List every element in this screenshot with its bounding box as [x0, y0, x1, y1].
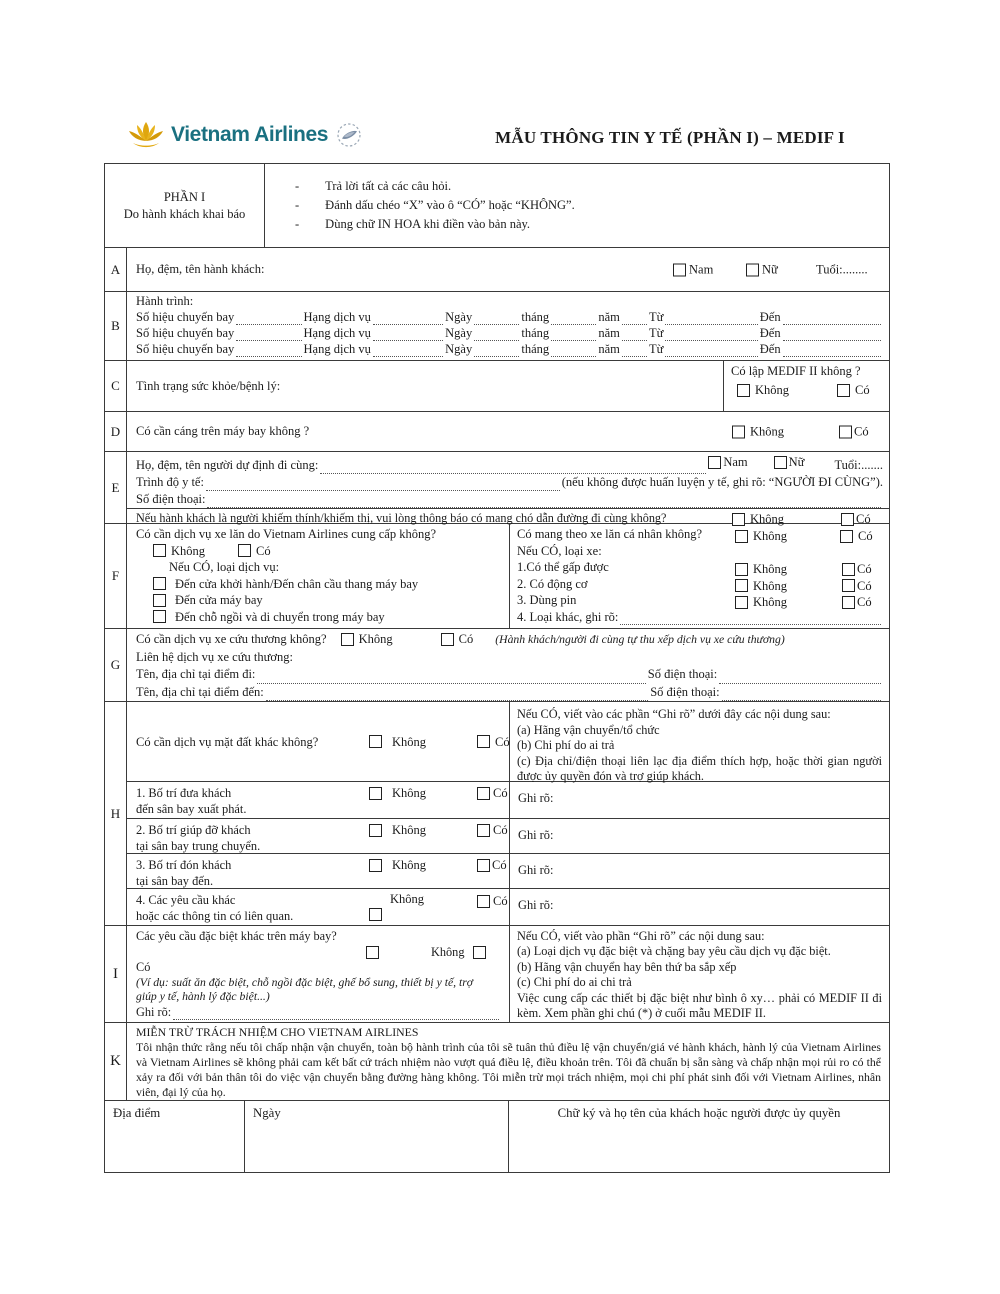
male-option [673, 262, 713, 277]
day-label: Ngày [445, 310, 473, 324]
specify-line [136, 1005, 509, 1020]
service-label: Đến chỗ ngồi và di chuyển trong máy bay [175, 609, 385, 624]
special-request-example: (Ví dụ: suất ăn đặc biệt, chỗ ngồi đặc biệt, ghế bổ sung, thiết bị y tế, trợ giúp y tế, hành lý đặc biệt...) [136, 975, 474, 1004]
no-label: Không [358, 632, 393, 646]
service-class-label: Hạng dịch vụ [303, 342, 371, 356]
note-line: (b) Chi phí do ai trả [517, 738, 615, 752]
phone-field[interactable] [722, 698, 881, 701]
phone-label: Số điện thoại: [136, 492, 206, 506]
year-label: năm [598, 310, 620, 324]
wheelchair-service-question: Có cần dịch vụ xe lăn do Vietnam Airlines cung cấp không? [136, 527, 436, 541]
companion-female-option [774, 454, 805, 471]
phone-label: Số điện thoại: [647, 667, 718, 681]
month-label: tháng [521, 310, 550, 324]
no-checkbox[interactable] [369, 908, 382, 921]
signature-row [105, 1101, 889, 1172]
section-d [105, 412, 889, 452]
to-label: Đến [759, 342, 781, 356]
yes-checkbox[interactable] [839, 425, 852, 438]
female-label: Nữ [788, 455, 805, 469]
male-label: Nam [689, 262, 714, 276]
own-wheelchair-line [510, 526, 889, 543]
to-field[interactable] [783, 354, 881, 357]
item-no-option [369, 785, 426, 801]
item-label: 1. Bố trí đưa khách [136, 786, 232, 800]
section-letter: C [105, 361, 127, 411]
request-checkbox[interactable] [366, 946, 379, 959]
no-label: Không [753, 578, 788, 593]
page-title: MẪU THÔNG TIN Y TẾ (PHẦN I) – MEDIF I [495, 128, 845, 147]
item-yes-option [477, 785, 508, 801]
male-checkbox[interactable] [708, 456, 721, 469]
day-field[interactable] [474, 354, 519, 357]
to-address-label: Tên, địa chỉ tại điểm đến: [136, 684, 264, 699]
ambulance-question: Có cần dịch vụ xe cứu thương không? [136, 632, 327, 646]
note-line: Nếu CÓ, viết vào các phần “Ghi rõ” dưới đây các nội dung sau: [517, 707, 831, 721]
service-option [127, 576, 509, 593]
no-label: Không [753, 529, 788, 543]
ground-no-option [369, 734, 426, 750]
section-f [105, 524, 889, 629]
section-g [105, 629, 889, 702]
section-b [105, 292, 889, 361]
month-label: tháng [521, 342, 550, 356]
wheelchair-service-options [127, 543, 509, 560]
section-letter: I [105, 926, 127, 1022]
disclaimer-title: MIỄN TRỪ TRÁCH NHIỆM CHO VIETNAM AIRLINES [136, 1025, 419, 1039]
own-wheelchair-question: Có mang theo xe lăn cá nhân không? [517, 527, 703, 541]
no-label: Không [171, 543, 206, 558]
no-checkbox[interactable] [341, 633, 354, 646]
section-letter: G [105, 629, 127, 701]
place-cell[interactable] [105, 1101, 245, 1172]
part-label: PHẦN I [163, 189, 206, 204]
yes-checkbox[interactable] [840, 530, 853, 543]
item-label2: hoặc các thông tin có liên quan. [136, 909, 294, 923]
phone-label: Số điện thoại: [650, 684, 720, 699]
age-field[interactable]: Tuổi:........ [816, 262, 868, 276]
day-label: Ngày [445, 342, 473, 356]
part-sublabel: Do hành khách khai báo [123, 206, 246, 221]
no-label: Không [392, 786, 427, 800]
item-label: 3. Bố trí đón khách [136, 858, 232, 872]
section-letter: B [105, 292, 127, 360]
ground-item-3 [127, 854, 889, 889]
flight-number-label: Số hiệu chuyến bay [136, 310, 235, 324]
yes-checkbox[interactable] [441, 633, 454, 646]
yes-checkbox[interactable] [842, 596, 855, 609]
stretcher-question: Có cần cáng trên máy bay không ? [136, 424, 310, 438]
service-class-label: Hạng dịch vụ [303, 326, 371, 340]
stretcher-no-option [732, 424, 784, 439]
yes-label: Có [136, 960, 151, 975]
section-c [105, 361, 889, 412]
item-yes-option [477, 893, 508, 909]
ambulance-note: (Hành khách/người đi cùng tự thu xếp dịch vụ xe cứu thương) [495, 633, 785, 646]
note-line: (b) Hãng vận chuyển hay bên thứ ba sắp xếp [517, 959, 737, 974]
instruction-item: - Đánh dấu chéo “X” vào ô “CÓ” hoặc “KHÔNG”. [295, 196, 879, 215]
no-label: Không [750, 512, 785, 526]
medical-level-note: (nếu không được huấn luyện y tế, ghi rõ: “NGƯỜI ĐI CÙNG”). [561, 475, 883, 489]
specify-cell[interactable] [509, 819, 889, 853]
companion-line [127, 452, 889, 474]
specify-label: Ghi rõ: [518, 828, 554, 842]
medif-form-table [104, 163, 890, 1173]
no-label: Không [753, 595, 788, 609]
instruction-item: - Dùng chữ IN HOA khi điền vào bản này. [295, 215, 879, 234]
no-checkbox[interactable] [735, 596, 748, 609]
type-label: 2. Có động cơ [517, 576, 588, 591]
ambulance-no-option [341, 631, 393, 649]
section-letter: F [105, 524, 127, 628]
guide-dog-question: Nếu hành khách là người khiếm thính/khiếm thị, vui lòng thông báo có mang chó dẫn đường đi cùng không? [136, 511, 667, 525]
yes-label: Có [856, 512, 871, 526]
yes-checkbox[interactable] [842, 563, 855, 576]
specify-field[interactable] [173, 1017, 499, 1020]
medif2-cell [723, 361, 889, 411]
no-label: Không [431, 945, 465, 960]
no-checkbox[interactable] [735, 579, 748, 592]
no-label: Không [390, 892, 425, 906]
section-letter: K [105, 1023, 127, 1100]
from-label: Từ [648, 342, 664, 356]
specify-cell[interactable] [509, 854, 889, 888]
item-label2: tại sân bay đến. [136, 874, 214, 888]
to-label: Đến [759, 326, 781, 340]
yes-checkbox[interactable] [477, 824, 490, 837]
yes-label: Có [493, 823, 508, 837]
section-letter: E [105, 452, 127, 523]
companion-phone-line [127, 491, 889, 508]
item-no-option [369, 857, 426, 873]
other-type-line [510, 609, 889, 626]
instruction-item: - Trả lời tất cả các câu hỏi. [295, 177, 879, 196]
ground-service-header [127, 702, 889, 782]
ambulance-to-line [127, 684, 889, 702]
yes-label: Có [857, 595, 872, 609]
yes-label: Có [857, 578, 872, 593]
date-cell[interactable] [245, 1101, 509, 1172]
if-yes-service-label: Nếu CÓ, loại dịch vụ: [169, 560, 280, 574]
ground-service-question: Có cần dịch vụ mặt đất khác không? [136, 734, 319, 749]
wheelchair-type-line [510, 559, 889, 576]
signature-label: Chữ ký và họ tên của khách hoặc người được ủy quyền [557, 1106, 841, 1120]
ambulance-contact-label: Liên hệ dịch vụ xe cứu thương: [136, 649, 293, 664]
medical-level-line [127, 474, 889, 491]
ground-item-4 [127, 889, 889, 925]
no-label-wrap [390, 891, 424, 907]
section-h [105, 702, 889, 926]
service-class-label: Hạng dịch vụ [303, 310, 371, 324]
ambulance-yes-option [441, 631, 474, 649]
yes-checkbox[interactable] [238, 544, 251, 557]
flight-number-label: Số hiệu chuyến bay [136, 342, 235, 356]
itinerary-line [127, 309, 889, 325]
special-request-note [509, 926, 889, 1022]
wheelchair-type-line [510, 592, 889, 609]
note-line: (c) Chi phí do ai chi trả [517, 975, 632, 990]
no-checkbox[interactable] [473, 946, 486, 959]
itinerary-line [127, 325, 889, 341]
note-line: (c) Địa chỉ/điện thoại liên lạc địa điểm thích hợp, hoặc thời gian người được ủy quyền đón và trợ giúp khách. [517, 753, 882, 783]
yes-checkbox[interactable] [477, 895, 490, 908]
male-checkbox[interactable] [673, 263, 686, 276]
ambulance-question-line [127, 631, 889, 649]
no-label: Không [755, 383, 790, 397]
specify-cell[interactable] [509, 782, 889, 818]
year-label: năm [598, 342, 620, 356]
medif2-yes-option [837, 383, 870, 398]
passenger-name-label: Họ, đệm, tên hành khách: [136, 262, 265, 276]
service-checkbox[interactable] [153, 594, 166, 607]
yes-label: Có [458, 632, 474, 646]
own-wheelchair-block [509, 524, 889, 628]
no-checkbox[interactable] [735, 563, 748, 576]
specify-label: Ghi rõ: [136, 1005, 172, 1020]
companion-name-label: Họ, đệm, tên người dự định đi cùng: [136, 458, 319, 472]
section-letter: H [105, 702, 127, 925]
if-yes-type-label: Nếu CÓ, loại xe: [517, 543, 602, 558]
yes-label: Có [492, 858, 507, 872]
year-label: năm [598, 326, 620, 340]
month-label: tháng [521, 326, 550, 340]
item-no-option [369, 822, 426, 838]
itinerary-title: Hành trình: [136, 294, 194, 308]
vietnam-airlines-logo [126, 120, 362, 150]
ground-yes-option [477, 734, 510, 750]
specify-cell[interactable] [509, 889, 889, 925]
no-label: Không [392, 858, 427, 872]
item-label: 4. Các yêu cầu khác [136, 893, 236, 907]
wheelchair-service-block [127, 524, 509, 628]
item-label2: đến sân bay xuất phát. [136, 802, 247, 816]
female-label: Nữ [762, 262, 778, 276]
special-request-question: Các yêu cầu đặc biệt khác trên máy bay? [136, 929, 337, 943]
special-request-block [127, 926, 509, 1022]
from-address-label: Tên, địa chỉ tại điểm đi: [136, 667, 256, 681]
specify-label: Ghi rõ: [518, 863, 554, 877]
skyteam-icon [336, 122, 362, 148]
section-intro [105, 164, 889, 248]
service-checkbox[interactable] [153, 577, 166, 590]
ground-service-note [509, 702, 889, 781]
item-label: 2. Bố trí giúp đỡ khách [136, 823, 251, 837]
service-checkbox[interactable] [153, 610, 166, 623]
yes-label: Có [858, 529, 873, 543]
yes-checkbox[interactable] [477, 859, 490, 872]
to-label: Đến [759, 310, 781, 324]
section-letter: D [105, 412, 127, 451]
wheelchair-type-line [510, 576, 889, 593]
other-type-label: 4. Loại khác, ghi rõ: [517, 609, 619, 624]
yes-checkbox[interactable] [837, 384, 850, 397]
no-checkbox[interactable] [153, 544, 166, 557]
no-label: Không [392, 823, 427, 837]
no-checkbox[interactable] [369, 787, 382, 800]
place-label: Địa điểm [113, 1106, 161, 1120]
ground-item-2 [127, 819, 889, 854]
type-label: 3. Dùng pin [517, 593, 577, 607]
no-checkbox[interactable] [369, 824, 382, 837]
from-field[interactable] [665, 354, 757, 357]
yes-label: Có [857, 562, 872, 576]
signature-cell[interactable] [509, 1101, 889, 1172]
from-label: Từ [648, 310, 664, 324]
medif2-no-option [737, 383, 789, 398]
no-label: Không [750, 424, 785, 438]
yes-label: Có [855, 383, 870, 397]
note-line: (a) Hãng vận chuyển/tổ chức [517, 722, 660, 737]
section-letter: A [105, 248, 127, 291]
note-line: (a) Loại dịch vụ đặc biệt và chặng bay yêu cầu dịch vụ đặc biệt. [517, 944, 831, 959]
item-yes-option [477, 857, 507, 873]
section-e [105, 452, 889, 524]
no-checkbox[interactable] [735, 530, 748, 543]
item-yes-option [477, 822, 508, 838]
health-status-label: Tình trạng sức khỏe/bệnh lý: [136, 378, 281, 393]
service-option [127, 609, 509, 626]
male-label: Nam [723, 455, 748, 469]
yes-checkbox[interactable] [477, 787, 490, 800]
brand-wordmark: Vietnam Airlines [171, 123, 328, 146]
note-line: Nếu CÓ, viết vào phần “Ghi rõ” các nội dung sau: [517, 929, 765, 943]
part-label-cell [105, 164, 265, 247]
to-address-field[interactable] [266, 698, 648, 701]
section-a [105, 248, 889, 292]
yes-label: Có [493, 786, 508, 800]
specify-label: Ghi rõ: [518, 898, 554, 912]
yes-label: Có [495, 734, 510, 749]
specify-label: Ghi rõ: [518, 791, 554, 805]
no-checkbox[interactable] [369, 859, 382, 872]
day-label: Ngày [445, 326, 473, 340]
service-label: Đến cửa máy bay [175, 593, 263, 607]
medical-level-label: Trình độ y tế: [136, 475, 204, 489]
no-checkbox[interactable] [369, 735, 382, 748]
other-type-field[interactable] [620, 622, 881, 625]
companion-age-field[interactable]: Tuổi:....... [834, 458, 883, 472]
medif2-question: Có lập MEDIF II không ? [731, 364, 861, 378]
from-label: Từ [648, 326, 664, 340]
flight-number-field[interactable] [236, 354, 301, 357]
yes-checkbox[interactable] [842, 579, 855, 592]
no-label: Không [753, 562, 788, 576]
section-i [105, 926, 889, 1023]
no-checkbox[interactable] [737, 384, 750, 397]
flight-number-label: Số hiệu chuyến bay [136, 326, 235, 340]
itinerary-line [127, 341, 889, 357]
no-checkbox[interactable] [732, 425, 745, 438]
instructions [265, 164, 889, 247]
female-option [746, 262, 778, 277]
type-label: 1.Có thể gấp được [517, 560, 609, 574]
date-label: Ngày [253, 1106, 281, 1120]
ambulance-from-line [127, 666, 889, 684]
item-label2: tại sân bay trung chuyển. [136, 839, 261, 853]
yes-label: Có [256, 543, 271, 558]
stretcher-yes-option [839, 424, 869, 439]
lotus-icon [126, 120, 166, 150]
female-checkbox[interactable] [746, 263, 759, 276]
note-line: Việc cung cấp các thiết bị đặc biệt như bình ô xy… phải có MEDIF II đi kèm. Xem phần ghi chú (*) ở cuối mẫu MEDIF II. [517, 990, 882, 1021]
yes-checkbox[interactable] [477, 735, 490, 748]
month-field[interactable] [551, 354, 596, 357]
disclaimer-body: Tôi nhận thức rằng nếu tôi chấp nhận vận chuyển, toàn bộ hành trình của tôi sẽ tuân thủ điều lệ vận chuyển/giá vé hành khách, hành lý của Vietnam Airlines và Vietnam Airlines sẽ không phải cam kết bất cứ trách nhiệm nào vượt quá điều lệ, điều khoản trên. Tôi đã chuẩn bị sẵn sàng và chấp nhận mọi rủi ro có thể xảy ra đối với bản thân tôi do việc vận chuyển bằng đường hàng không. Tôi miễn trừ mọi trách nhiệm, mọi chi phí phát sinh đối với Vietnam Airlines, nhân viên, đại lý của họ. [136, 1040, 881, 1099]
ground-item-1 [127, 782, 889, 819]
female-checkbox[interactable] [774, 456, 787, 469]
service-option [127, 592, 509, 609]
service-class-field[interactable] [373, 354, 443, 357]
companion-male-option [708, 454, 747, 471]
year-field[interactable] [622, 354, 647, 357]
yes-label: Có [854, 424, 869, 438]
yes-label: Có [493, 894, 508, 908]
section-k [105, 1023, 889, 1101]
service-label: Đến cửa khởi hành/Đến chân cầu thang máy bay [175, 576, 419, 591]
ground-service-left [127, 702, 509, 781]
no-label: Không [392, 734, 427, 749]
